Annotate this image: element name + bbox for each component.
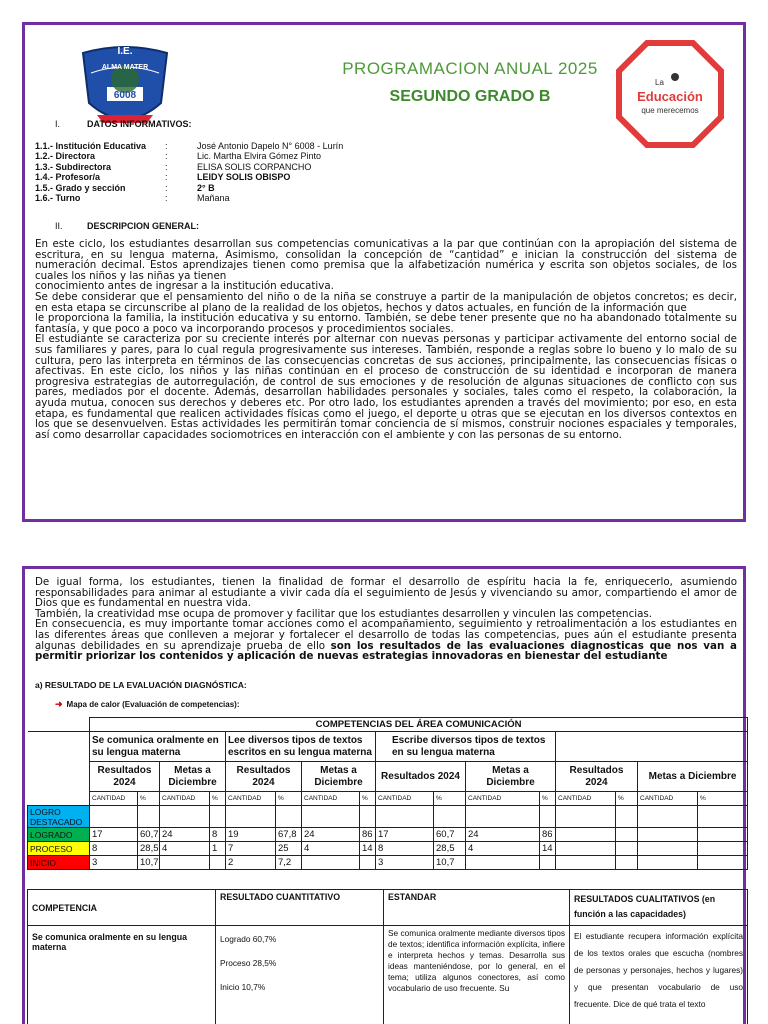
- heatmap-cell: 7,2: [276, 856, 302, 870]
- paragraph: conocimiento antes de ingresar a la institución educativa.: [35, 280, 334, 293]
- goals-header: Metas a Diciembre: [302, 762, 376, 792]
- heatmap-cell: [540, 806, 556, 828]
- heatmap-cell: [638, 856, 698, 870]
- unit-label: %: [616, 792, 638, 806]
- heatmap-cell: 7: [226, 842, 276, 856]
- heatmap-cell: [160, 806, 210, 828]
- results-cuantitativo: [216, 926, 384, 1024]
- info-sep: :: [165, 172, 168, 183]
- info-value: ELISA SOLIS CORPANCHO: [197, 161, 312, 172]
- info-label: 1.6.- Turno: [35, 193, 81, 204]
- heatmap-cell: [698, 842, 748, 856]
- goals-header: Metas a Diciembre: [638, 762, 748, 792]
- heatmap-cell: [302, 806, 360, 828]
- section-number-2: II.: [55, 221, 63, 231]
- info-value: Lic. Martha Elvira Gómez Pinto: [197, 151, 322, 162]
- goals-header: Metas a Diciembre: [466, 762, 556, 792]
- page2-text: [35, 577, 737, 662]
- heatmap-cell: 86: [360, 828, 376, 842]
- section-number-1: I.: [55, 119, 61, 129]
- heatmap-cell: [138, 806, 160, 828]
- results-header-competencia: COMPETENCIA: [28, 890, 216, 926]
- results-header-cuantitativo: RESULTADO CUANTITATIVO: [216, 890, 384, 926]
- heatmap-cell: [360, 806, 376, 828]
- heatmap-subheader-row: [28, 762, 748, 792]
- heatmap-cell: 4: [160, 842, 210, 856]
- heatmap-cell: 4: [466, 842, 540, 856]
- level-label: INICIO: [28, 856, 90, 870]
- school-logo: [77, 43, 173, 131]
- bullet-text: Mapa de calor (Evaluación de competencias):: [66, 700, 240, 709]
- competency-header: Escribe diversos tipos de textos en su lengua materna: [376, 732, 556, 762]
- heatmap-cell: [540, 856, 556, 870]
- heatmap-cell: [466, 806, 540, 828]
- paragraph: le proporciona la familia, la institución educativa y su entorno. También, se debe tener presente que no ha abandonado totalmente su fantasía, y que poco a poco va incorporando procesos y procedimientos sociales.: [35, 312, 737, 335]
- results-estandar: Se comunica oralmente mediante diversos tipos de textos; identifica información explícita, infiere e interpreta hechos y temas. Desarrolla sus ideas manteniéndose, por lo general, en el tema; utiliza algunos conectores, así como vocabulario de uso frecuente. Su: [384, 926, 570, 1024]
- results-row: [28, 926, 748, 1024]
- heatmap-cell: [556, 856, 616, 870]
- info-sep: :: [165, 151, 168, 162]
- heatmap-cell: 60,7: [138, 828, 160, 842]
- heatmap-cell: 28,5: [138, 842, 160, 856]
- heatmap-cell: 28,5: [434, 842, 466, 856]
- heatmap-cell: 3: [376, 856, 434, 870]
- heatmap-unit-row: [28, 792, 748, 806]
- heatmap-cell: [556, 828, 616, 842]
- heatmap-cell: [616, 856, 638, 870]
- unit-label: CANTIDAD: [556, 792, 616, 806]
- info-row: [35, 183, 343, 193]
- heatmap-cell: 10,7: [138, 856, 160, 870]
- badge-line-1: La: [655, 78, 664, 87]
- heatmap-cell: 19: [226, 828, 276, 842]
- heatmap-cell: 14: [360, 842, 376, 856]
- page-subtitle: SEGUNDO GRADO B: [389, 88, 551, 105]
- paragraph: De igual forma, los estudiantes, tienen la finalidad de formar el desarrollo de espíritu hacia la fe, enriquecerlo, asumiendo responsabilidades para animar al estudiante a vivir cada día el seguimiento de Jesús y vivenciando su amor, compartiendo el amor de Dios que es fundamental en nuestra vida.: [35, 576, 737, 610]
- heatmap-level-row: [28, 806, 748, 828]
- results-header: Resultados 2024: [226, 762, 302, 792]
- info-row: [35, 162, 343, 172]
- info-sep: :: [165, 161, 168, 172]
- result-value: Logrado 60,7%: [220, 934, 277, 944]
- heatmap-cell: [616, 828, 638, 842]
- heatmap-cell: 24: [302, 828, 360, 842]
- results-cualitativo: El estudiante recupera información explícita de los textos orales que escucha (nombres de personas y personajes, hechos y lugares) y que presentan vocabulario de uso frecuente. Dice de qué trata el texto: [570, 926, 748, 1024]
- result-value: Proceso 28,5%: [220, 958, 277, 968]
- heatmap-cell: [556, 842, 616, 856]
- heatmap-competency-row: [28, 732, 748, 762]
- heatmap-cell: [556, 806, 616, 828]
- results-header: Resultados 2024: [90, 762, 160, 792]
- heatmap-cell: [210, 806, 226, 828]
- results-header-row: [28, 890, 748, 926]
- unit-label: CANTIDAD: [638, 792, 698, 806]
- info-row: [35, 151, 343, 161]
- results-header: Resultados 2024: [556, 762, 638, 792]
- heatmap-cell: [376, 806, 434, 828]
- info-sep: :: [165, 193, 168, 204]
- info-label: 1.1.- Institución Educativa: [35, 141, 147, 151]
- page-title: PROGRAMACION ANUAL 2025: [342, 59, 598, 78]
- heatmap-cell: [226, 806, 276, 828]
- heatmap-cell: [698, 828, 748, 842]
- competency-header: Lee diversos tipos de textos escritos en su lengua materna: [226, 732, 376, 762]
- document-page-1: [22, 22, 746, 522]
- info-label: 1.5.- Grado y sección: [35, 182, 126, 193]
- heatmap-level-row: [28, 842, 748, 856]
- paragraph: También, la creatividad mse ocupa de promover y facilitar que los estudiantes desarrollen y vinculen las competencias.: [35, 607, 653, 620]
- info-label: 1.2.- Directora: [35, 151, 96, 162]
- heatmap-cell: 17: [376, 828, 434, 842]
- badge-line-3: que merecemos: [641, 106, 699, 115]
- unit-label: %: [276, 792, 302, 806]
- heatmap-cell: [276, 806, 302, 828]
- info-sep: :: [165, 182, 168, 193]
- result-value: Inicio 10,7%: [220, 982, 266, 992]
- heatmap-cell: [698, 806, 748, 828]
- heatmap-cell: [616, 806, 638, 828]
- level-label: LOGRO DESTACADO: [28, 806, 90, 828]
- bullet-arrow-icon: ➜: [55, 699, 63, 709]
- bullet-item: [55, 699, 240, 710]
- heatmap-cell: 24: [466, 828, 540, 842]
- heatmap-cell: [360, 856, 376, 870]
- heatmap-cell: 60,7: [434, 828, 466, 842]
- unit-label: CANTIDAD: [160, 792, 210, 806]
- heatmap-cell: 25: [276, 842, 302, 856]
- info-value: Mañana: [197, 193, 230, 204]
- heatmap-cell: [638, 806, 698, 828]
- unit-label: CANTIDAD: [376, 792, 434, 806]
- competency-header: [556, 732, 748, 762]
- heatmap-cell: 4: [302, 842, 360, 856]
- level-label: LOGRADO: [28, 828, 90, 842]
- heatmap-cell: 8: [210, 828, 226, 842]
- heatmap-cell: 14: [540, 842, 556, 856]
- description-text: [35, 239, 737, 440]
- heatmap-cell: [638, 842, 698, 856]
- info-row: [35, 193, 343, 203]
- unit-label: CANTIDAD: [466, 792, 540, 806]
- info-label: 1.4.- Profesor/a: [35, 172, 101, 183]
- info-value: LEIDY SOLIS OBISPO: [197, 172, 291, 183]
- heatmap-title: COMPETENCIAS DEL ÁREA COMUNICACIÓN: [90, 718, 748, 732]
- info-value: 2° B: [197, 182, 215, 193]
- heatmap-table: [27, 717, 748, 870]
- unit-label: %: [138, 792, 160, 806]
- unit-label: %: [360, 792, 376, 806]
- unit-label: %: [698, 792, 748, 806]
- info-value: José Antonio Dapelo N° 6008 - Lurín: [197, 141, 344, 151]
- heatmap-cell: 10,7: [434, 856, 466, 870]
- unit-label: CANTIDAD: [90, 792, 138, 806]
- unit-label: %: [434, 792, 466, 806]
- heatmap-cell: [466, 856, 540, 870]
- heatmap-cell: 24: [160, 828, 210, 842]
- heatmap-cell: 86: [540, 828, 556, 842]
- section-title-descripcion: DESCRIPCION GENERAL:: [87, 221, 200, 231]
- badge-line-2: Educación: [637, 89, 703, 104]
- paragraph: [35, 619, 737, 661]
- document-page-2: [22, 566, 746, 1024]
- heatmap-cell: [638, 828, 698, 842]
- heatmap-cell: 8: [90, 842, 138, 856]
- logo-number: 6008: [113, 90, 137, 101]
- results-header-estandar: ESTANDAR: [384, 890, 570, 926]
- heatmap-level-row: [28, 828, 748, 842]
- info-list: [35, 141, 343, 203]
- unit-label: CANTIDAD: [302, 792, 360, 806]
- heatmap-cell: [210, 856, 226, 870]
- section-title-datos: DATOS INFORMATIVOS:: [87, 119, 192, 129]
- heatmap-cell: 2: [226, 856, 276, 870]
- info-row: [35, 141, 343, 151]
- info-row: [35, 172, 343, 182]
- results-header-cualitativo: RESULTADOS CUALITATIVOS (en función a las capacidades): [570, 890, 748, 926]
- paragraph: Se debe considerar que el pensamiento del niño o de la niña se construye a partir de la manipulación de objetos concretos; es decir, en esta etapa se circunscribe al plano de la realidad de los objetos, hechos y datos actuales, en función de la información que: [35, 290, 737, 314]
- heatmap-cell: 1: [210, 842, 226, 856]
- heatmap-cell: 3: [90, 856, 138, 870]
- logo-text-ie: I.E.: [117, 46, 133, 57]
- results-competencia: Se comunica oralmente en su lengua materna: [28, 926, 216, 1024]
- heatmap-title-row: [28, 718, 748, 732]
- paragraph: El estudiante se caracteriza por su creciente interés por alternar con nuevas personas y participar activamente del entorno social de sus familiares y pares, para lo cual regula progresivamente sus intereses. También, responde a reglas sobre lo bueno y lo malo de su cultura, pero las interpreta en términos de las consecuencias concretas de sus acciones, principalmente, las consecuencias físicas o afectivas. En este ciclo, los niños y las niñas continúan en el proceso de construcción de su identidad e incorporan de manera progresiva estrategias de autorregulación, de control de sus emociones y de resolución de algunas situaciones de conflicto con sus pares, mediados por el docente. Además, desarrollan habilidades personales y sociales, tales como el respeto, la colaboración, la ayuda mutua, conocen sus derechos y deberes etc. Por otro lado, los estudiantes aprenden a través del movimiento; por eso, en esta etapa, es fundamental que realicen actividades físicas como el juego, el deporte u otras que se ejecutan en los diversos contextos en los que se desenvuelven. Estas actividades les permitirán tomar conciencia de sí mismos, construir nociones espaciales y temporales, así como desarrollar capacidades sociomotrices en interacción con el ambiente y con las personas de su entorno.: [35, 333, 737, 441]
- subsection-title: a) RESULTADO DE LA EVALUACIÓN DIAGNÓSTICA:: [35, 680, 247, 690]
- results-header: Resultados 2024: [376, 762, 466, 792]
- heatmap-cell: 67,8: [276, 828, 302, 842]
- heatmap-cell: [160, 856, 210, 870]
- heatmap-cell: 17: [90, 828, 138, 842]
- heatmap-cell: [616, 842, 638, 856]
- logo-text-ring: ALMA MATER: [101, 64, 149, 71]
- unit-label: %: [210, 792, 226, 806]
- competency-header: Se comunica oralmente en su lengua materna: [90, 732, 226, 762]
- unit-label: CANTIDAD: [226, 792, 276, 806]
- paragraph-bold-text: son los resultados de las evaluaciones diagnosticas que nos van a permitir priorizar los contenidos y aplicación de nuevas estrategias innovadoras en bienestar del estudiante: [35, 639, 738, 663]
- heatmap-cell: 8: [376, 842, 434, 856]
- results-table: [27, 889, 748, 1024]
- info-sep: :: [165, 141, 168, 151]
- paragraph: En este ciclo, los estudiantes desarrollan sus competencias comunicativas a la par que continúan con la apropiación del sistema de escritura, en su lengua materna, Asimismo, consolidan la concepción de “cantidad” e inician la construcción del sistema de numeración decimal. Estos aprendizajes tienen como premisa que la alfabetización numérica y escrita son objetos sociales, de los cuales los niños y las niñas ya tienen: [35, 238, 737, 282]
- heatmap-level-row: [28, 856, 748, 870]
- goals-header: Metas a Diciembre: [160, 762, 226, 792]
- level-label: PROCESO: [28, 842, 90, 856]
- education-badge: [615, 39, 725, 149]
- heatmap-cell: [434, 806, 466, 828]
- heatmap-cell: [90, 806, 138, 828]
- heatmap-body: [28, 806, 748, 870]
- unit-label: %: [540, 792, 556, 806]
- heatmap-cell: [698, 856, 748, 870]
- paragraph-text: En consecuencia, es muy importante tomar acciones como el acompañamiento, seguimiento y retroalimentación a los estudiantes en las diferentes áreas que conlleven a mejorar y fortalecer el desarrollo de todas las competencias, pues aún el estudiante presenta algunas debilidades en su aprendizaje prueba de ello: [35, 618, 737, 652]
- heatmap-cell: [302, 856, 360, 870]
- info-label: 1.3.- Subdirectora: [35, 161, 112, 172]
